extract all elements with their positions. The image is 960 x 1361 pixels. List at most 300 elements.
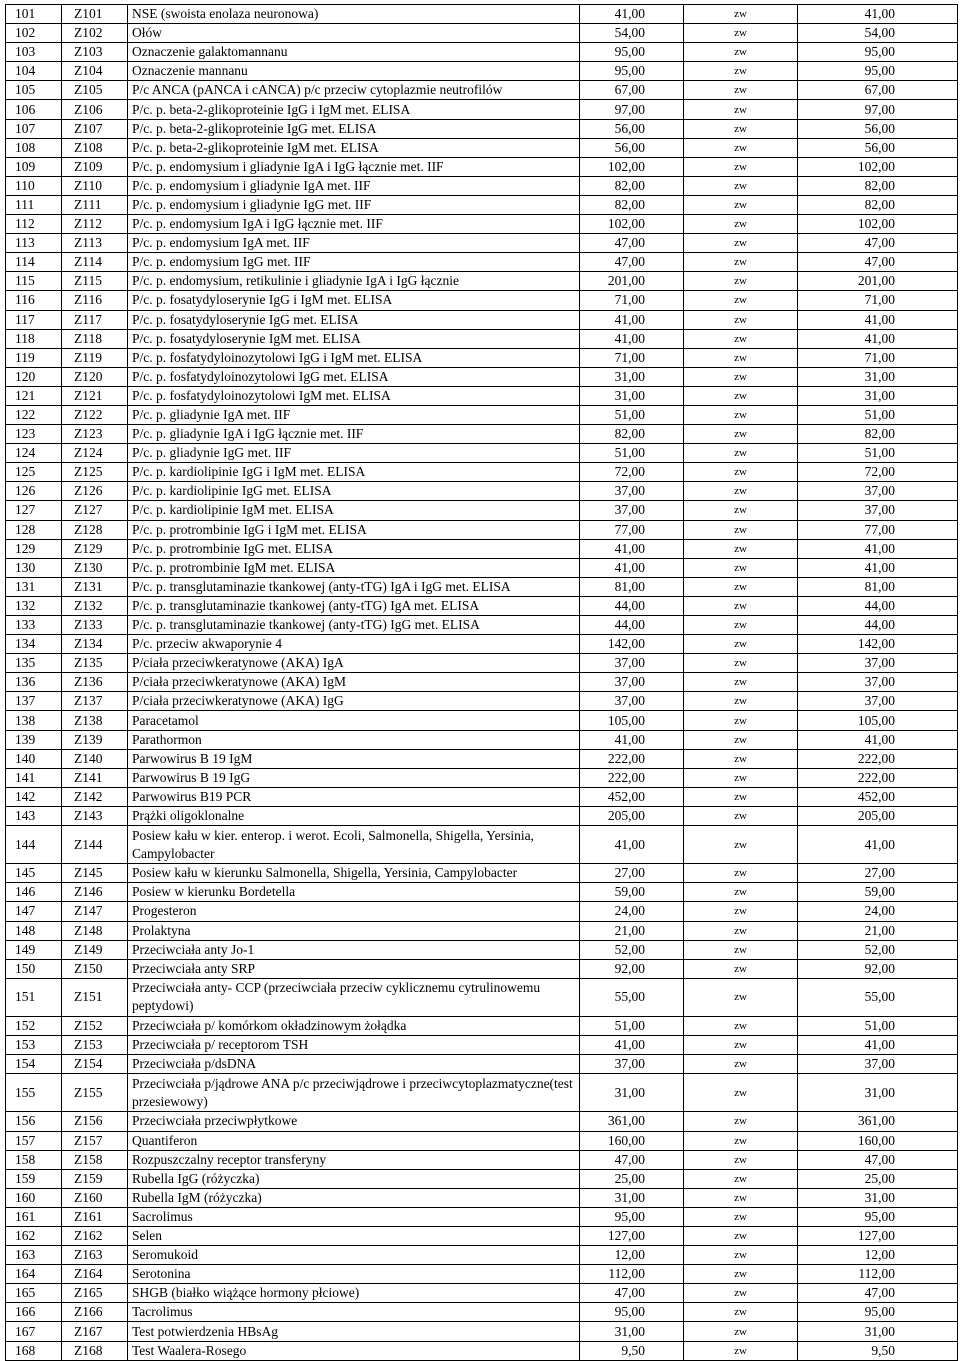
test-name-cell: P/c. p. beta-2-glikoproteinie IgM met. ELISA xyxy=(128,138,580,157)
table-row xyxy=(6,1207,958,1226)
table-row xyxy=(6,520,958,539)
table-row xyxy=(6,1169,958,1188)
table-row xyxy=(6,119,958,138)
vat-rate-cell: zw xyxy=(684,539,798,558)
vat-rate-cell: zw xyxy=(684,959,798,978)
gross-price-cell: 31,00 xyxy=(798,367,958,386)
net-price-cell: 37,00 xyxy=(580,692,684,711)
gross-price-cell: 222,00 xyxy=(798,768,958,787)
gross-price-cell: 31,00 xyxy=(798,1188,958,1207)
table-row xyxy=(6,1016,958,1035)
test-code-cell: Z158 xyxy=(62,1150,128,1169)
net-price-cell: 52,00 xyxy=(580,940,684,959)
net-price-cell: 72,00 xyxy=(580,463,684,482)
vat-rate-cell: zw xyxy=(684,1150,798,1169)
test-name-cell: P/c. p. endomysium i gliadynie IgA i IgG łącznie met. IIF xyxy=(128,157,580,176)
gross-price-cell: 97,00 xyxy=(798,100,958,119)
table-row xyxy=(6,864,958,883)
test-code-cell: Z148 xyxy=(62,921,128,940)
test-code-cell: Z128 xyxy=(62,520,128,539)
net-price-cell: 95,00 xyxy=(580,1303,684,1322)
test-name-cell: Selen xyxy=(128,1227,580,1246)
row-number-cell: 134 xyxy=(6,635,62,654)
test-code-cell: Z104 xyxy=(62,62,128,81)
test-name-cell: P/c. p. protrombinie IgM met. ELISA xyxy=(128,558,580,577)
test-code-cell: Z141 xyxy=(62,768,128,787)
table-row xyxy=(6,673,958,692)
table-row xyxy=(6,234,958,253)
test-name-cell: P/c. przeciw akwaporynie 4 xyxy=(128,635,580,654)
table-row xyxy=(6,558,958,577)
test-code-cell: Z157 xyxy=(62,1131,128,1150)
table-row xyxy=(6,386,958,405)
net-price-cell: 9,50 xyxy=(580,1341,684,1360)
test-name-cell: Test Waalera-Rosego xyxy=(128,1341,580,1360)
row-number-cell: 145 xyxy=(6,864,62,883)
gross-price-cell: 47,00 xyxy=(798,253,958,272)
gross-price-cell: 51,00 xyxy=(798,444,958,463)
table-row xyxy=(6,100,958,119)
gross-price-cell: 37,00 xyxy=(798,692,958,711)
row-number-cell: 124 xyxy=(6,444,62,463)
net-price-cell: 81,00 xyxy=(580,577,684,596)
test-code-cell: Z153 xyxy=(62,1036,128,1055)
test-code-cell: Z156 xyxy=(62,1112,128,1131)
vat-rate-cell: zw xyxy=(684,806,798,825)
table-row xyxy=(6,635,958,654)
table-row xyxy=(6,1284,958,1303)
row-number-cell: 144 xyxy=(6,826,62,864)
test-name-cell: P/ciała przeciwkeratynowe (AKA) IgM xyxy=(128,673,580,692)
test-code-cell: Z163 xyxy=(62,1246,128,1265)
test-name-cell: P/c. p. gliadynie IgA i IgG łącznie met. IIF xyxy=(128,425,580,444)
row-number-cell: 107 xyxy=(6,119,62,138)
table-row xyxy=(6,539,958,558)
table-row xyxy=(6,24,958,43)
row-number-cell: 117 xyxy=(6,310,62,329)
table-row xyxy=(6,482,958,501)
row-number-cell: 123 xyxy=(6,425,62,444)
test-code-cell: Z142 xyxy=(62,787,128,806)
net-price-cell: 205,00 xyxy=(580,806,684,825)
row-number-cell: 136 xyxy=(6,673,62,692)
row-number-cell: 156 xyxy=(6,1112,62,1131)
row-number-cell: 119 xyxy=(6,348,62,367)
row-number-cell: 125 xyxy=(6,463,62,482)
gross-price-cell: 9,50 xyxy=(798,1341,958,1360)
net-price-cell: 97,00 xyxy=(580,100,684,119)
net-price-cell: 56,00 xyxy=(580,119,684,138)
gross-price-cell: 201,00 xyxy=(798,272,958,291)
gross-price-cell: 41,00 xyxy=(798,310,958,329)
test-code-cell: Z147 xyxy=(62,902,128,921)
row-number-cell: 102 xyxy=(6,24,62,43)
test-name-cell: Parwowirus B 19 IgM xyxy=(128,749,580,768)
net-price-cell: 102,00 xyxy=(580,215,684,234)
gross-price-cell: 31,00 xyxy=(798,1074,958,1112)
vat-rate-cell: zw xyxy=(684,596,798,615)
vat-rate-cell: zw xyxy=(684,921,798,940)
test-code-cell: Z137 xyxy=(62,692,128,711)
table-row xyxy=(6,978,958,1016)
table-row xyxy=(6,1227,958,1246)
test-name-cell: Seromukoid xyxy=(128,1246,580,1265)
table-row xyxy=(6,921,958,940)
vat-rate-cell: zw xyxy=(684,348,798,367)
gross-price-cell: 41,00 xyxy=(798,5,958,24)
table-row xyxy=(6,1150,958,1169)
vat-rate-cell: zw xyxy=(684,616,798,635)
net-price-cell: 56,00 xyxy=(580,138,684,157)
row-number-cell: 161 xyxy=(6,1207,62,1226)
table-row xyxy=(6,616,958,635)
test-code-cell: Z161 xyxy=(62,1207,128,1226)
vat-rate-cell: zw xyxy=(684,730,798,749)
row-number-cell: 131 xyxy=(6,577,62,596)
table-row xyxy=(6,348,958,367)
gross-price-cell: 47,00 xyxy=(798,1150,958,1169)
row-number-cell: 103 xyxy=(6,43,62,62)
test-name-cell: Posiew w kierunku Bordetella xyxy=(128,883,580,902)
vat-rate-cell: zw xyxy=(684,978,798,1016)
gross-price-cell: 44,00 xyxy=(798,596,958,615)
test-code-cell: Z138 xyxy=(62,711,128,730)
vat-rate-cell: zw xyxy=(684,940,798,959)
table-row xyxy=(6,596,958,615)
vat-rate-cell: zw xyxy=(684,1169,798,1188)
test-name-cell: Przeciwciała p/ komórkom okładzinowym żołądka xyxy=(128,1016,580,1035)
test-code-cell: Z101 xyxy=(62,5,128,24)
row-number-cell: 147 xyxy=(6,902,62,921)
vat-rate-cell: zw xyxy=(684,520,798,539)
gross-price-cell: 31,00 xyxy=(798,1322,958,1341)
test-code-cell: Z133 xyxy=(62,616,128,635)
test-name-cell: P/c. p. endomysium IgG met. IIF xyxy=(128,253,580,272)
gross-price-cell: 102,00 xyxy=(798,157,958,176)
table-row xyxy=(6,272,958,291)
vat-rate-cell: zw xyxy=(684,1303,798,1322)
test-name-cell: Przeciwciała p/jądrowe ANA p/c przeciwjądrowe i przeciwcytoplazmatyczne(test przesiewowy) xyxy=(128,1074,580,1112)
table-row xyxy=(6,463,958,482)
gross-price-cell: 24,00 xyxy=(798,902,958,921)
row-number-cell: 111 xyxy=(6,195,62,214)
net-price-cell: 55,00 xyxy=(580,978,684,1016)
net-price-cell: 37,00 xyxy=(580,501,684,520)
net-price-cell: 51,00 xyxy=(580,444,684,463)
net-price-cell: 25,00 xyxy=(580,1169,684,1188)
test-code-cell: Z113 xyxy=(62,234,128,253)
net-price-cell: 112,00 xyxy=(580,1265,684,1284)
test-code-cell: Z168 xyxy=(62,1341,128,1360)
gross-price-cell: 92,00 xyxy=(798,959,958,978)
net-price-cell: 201,00 xyxy=(580,272,684,291)
test-name-cell: Przeciwciała anty- CCP (przeciwciała przeciw cyklicznemu cytrulinowemu peptydowi) xyxy=(128,978,580,1016)
net-price-cell: 77,00 xyxy=(580,520,684,539)
vat-rate-cell: zw xyxy=(684,367,798,386)
test-code-cell: Z162 xyxy=(62,1227,128,1246)
row-number-cell: 128 xyxy=(6,520,62,539)
test-name-cell: Przeciwciała p/dsDNA xyxy=(128,1055,580,1074)
test-name-cell: P/ciała przeciwkeratynowe (AKA) IgG xyxy=(128,692,580,711)
vat-rate-cell: zw xyxy=(684,864,798,883)
table-row xyxy=(6,310,958,329)
vat-rate-cell: zw xyxy=(684,1016,798,1035)
gross-price-cell: 12,00 xyxy=(798,1246,958,1265)
vat-rate-cell: zw xyxy=(684,768,798,787)
gross-price-cell: 47,00 xyxy=(798,1284,958,1303)
net-price-cell: 222,00 xyxy=(580,768,684,787)
gross-price-cell: 21,00 xyxy=(798,921,958,940)
test-name-cell: NSE (swoista enolaza neuronowa) xyxy=(128,5,580,24)
vat-rate-cell: zw xyxy=(684,405,798,424)
gross-price-cell: 52,00 xyxy=(798,940,958,959)
net-price-cell: 41,00 xyxy=(580,1036,684,1055)
vat-rate-cell: zw xyxy=(684,234,798,253)
table-row xyxy=(6,1341,958,1360)
test-code-cell: Z121 xyxy=(62,386,128,405)
vat-rate-cell: zw xyxy=(684,1188,798,1207)
vat-rate-cell: zw xyxy=(684,1112,798,1131)
row-number-cell: 155 xyxy=(6,1074,62,1112)
row-number-cell: 142 xyxy=(6,787,62,806)
test-name-cell: P/c. p. gliadynie IgG met. IIF xyxy=(128,444,580,463)
test-code-cell: Z131 xyxy=(62,577,128,596)
test-name-cell: Przeciwciała p/ receptorom TSH xyxy=(128,1036,580,1055)
gross-price-cell: 51,00 xyxy=(798,1016,958,1035)
test-code-cell: Z107 xyxy=(62,119,128,138)
net-price-cell: 31,00 xyxy=(580,1188,684,1207)
gross-price-cell: 41,00 xyxy=(798,826,958,864)
test-name-cell: Tacrolimus xyxy=(128,1303,580,1322)
table-row xyxy=(6,806,958,825)
test-code-cell: Z124 xyxy=(62,444,128,463)
vat-rate-cell: zw xyxy=(684,673,798,692)
test-code-cell: Z103 xyxy=(62,43,128,62)
price-list-body xyxy=(6,5,958,1361)
test-code-cell: Z149 xyxy=(62,940,128,959)
test-code-cell: Z123 xyxy=(62,425,128,444)
test-name-cell: P/c. p. endomysium i gliadynie IgG met. IIF xyxy=(128,195,580,214)
vat-rate-cell: zw xyxy=(684,787,798,806)
net-price-cell: 361,00 xyxy=(580,1112,684,1131)
vat-rate-cell: zw xyxy=(684,1322,798,1341)
vat-rate-cell: zw xyxy=(684,711,798,730)
row-number-cell: 143 xyxy=(6,806,62,825)
gross-price-cell: 27,00 xyxy=(798,864,958,883)
vat-rate-cell: zw xyxy=(684,272,798,291)
test-name-cell: Parwowirus B 19 IgG xyxy=(128,768,580,787)
table-row xyxy=(6,215,958,234)
test-code-cell: Z117 xyxy=(62,310,128,329)
table-row xyxy=(6,405,958,424)
table-row xyxy=(6,826,958,864)
vat-rate-cell: zw xyxy=(684,119,798,138)
test-name-cell: Ołów xyxy=(128,24,580,43)
test-name-cell: Parwowirus B19 PCR xyxy=(128,787,580,806)
net-price-cell: 44,00 xyxy=(580,596,684,615)
row-number-cell: 139 xyxy=(6,730,62,749)
gross-price-cell: 71,00 xyxy=(798,291,958,310)
row-number-cell: 168 xyxy=(6,1341,62,1360)
net-price-cell: 47,00 xyxy=(580,234,684,253)
vat-rate-cell: zw xyxy=(684,176,798,195)
table-row xyxy=(6,176,958,195)
test-name-cell: Przeciwciała anty Jo-1 xyxy=(128,940,580,959)
net-price-cell: 47,00 xyxy=(580,1284,684,1303)
table-row xyxy=(6,749,958,768)
row-number-cell: 115 xyxy=(6,272,62,291)
gross-price-cell: 127,00 xyxy=(798,1227,958,1246)
gross-price-cell: 72,00 xyxy=(798,463,958,482)
test-code-cell: Z155 xyxy=(62,1074,128,1112)
test-code-cell: Z120 xyxy=(62,367,128,386)
gross-price-cell: 41,00 xyxy=(798,558,958,577)
row-number-cell: 108 xyxy=(6,138,62,157)
vat-rate-cell: zw xyxy=(684,558,798,577)
gross-price-cell: 44,00 xyxy=(798,616,958,635)
table-row xyxy=(6,1112,958,1131)
net-price-cell: 41,00 xyxy=(580,539,684,558)
table-row xyxy=(6,1246,958,1265)
vat-rate-cell: zw xyxy=(684,577,798,596)
test-code-cell: Z151 xyxy=(62,978,128,1016)
test-name-cell: P/c. p. fosatydyloserynie IgG i IgM met. ELISA xyxy=(128,291,580,310)
table-row xyxy=(6,902,958,921)
test-code-cell: Z167 xyxy=(62,1322,128,1341)
test-code-cell: Z130 xyxy=(62,558,128,577)
gross-price-cell: 56,00 xyxy=(798,119,958,138)
test-name-cell: Prążki oligoklonalne xyxy=(128,806,580,825)
test-name-cell: Posiew kału w kierunku Salmonella, Shigella, Yersinia, Campylobacter xyxy=(128,864,580,883)
table-row xyxy=(6,62,958,81)
gross-price-cell: 222,00 xyxy=(798,749,958,768)
net-price-cell: 31,00 xyxy=(580,367,684,386)
row-number-cell: 148 xyxy=(6,921,62,940)
table-row xyxy=(6,787,958,806)
net-price-cell: 105,00 xyxy=(580,711,684,730)
gross-price-cell: 41,00 xyxy=(798,1036,958,1055)
table-row xyxy=(6,1055,958,1074)
vat-rate-cell: zw xyxy=(684,501,798,520)
table-row xyxy=(6,425,958,444)
test-name-cell: Rubella IgM (różyczka) xyxy=(128,1188,580,1207)
test-name-cell: Parathormon xyxy=(128,730,580,749)
vat-rate-cell: zw xyxy=(684,1246,798,1265)
net-price-cell: 47,00 xyxy=(580,253,684,272)
net-price-cell: 160,00 xyxy=(580,1131,684,1150)
test-name-cell: P/c. p. fosfatydyloinozytolowi IgG i IgM met. ELISA xyxy=(128,348,580,367)
row-number-cell: 109 xyxy=(6,157,62,176)
test-name-cell: Test potwierdzenia HBsAg xyxy=(128,1322,580,1341)
table-row xyxy=(6,501,958,520)
vat-rate-cell: zw xyxy=(684,635,798,654)
vat-rate-cell: zw xyxy=(684,195,798,214)
test-code-cell: Z140 xyxy=(62,749,128,768)
test-code-cell: Z126 xyxy=(62,482,128,501)
gross-price-cell: 37,00 xyxy=(798,482,958,501)
net-price-cell: 37,00 xyxy=(580,482,684,501)
row-number-cell: 105 xyxy=(6,81,62,100)
test-code-cell: Z106 xyxy=(62,100,128,119)
table-row xyxy=(6,81,958,100)
row-number-cell: 154 xyxy=(6,1055,62,1074)
vat-rate-cell: zw xyxy=(684,24,798,43)
net-price-cell: 95,00 xyxy=(580,43,684,62)
test-code-cell: Z122 xyxy=(62,405,128,424)
test-name-cell: Przeciwciała przeciwpłytkowe xyxy=(128,1112,580,1131)
test-code-cell: Z139 xyxy=(62,730,128,749)
table-row xyxy=(6,253,958,272)
table-row xyxy=(6,367,958,386)
test-name-cell: Serotonina xyxy=(128,1265,580,1284)
vat-rate-cell: zw xyxy=(684,1055,798,1074)
table-row xyxy=(6,577,958,596)
row-number-cell: 164 xyxy=(6,1265,62,1284)
test-code-cell: Z152 xyxy=(62,1016,128,1035)
net-price-cell: 41,00 xyxy=(580,730,684,749)
test-name-cell: P/c. p. fosatydyloserynie IgG met. ELISA xyxy=(128,310,580,329)
test-code-cell: Z132 xyxy=(62,596,128,615)
test-name-cell: P/c. p. transglutaminazie tkankowej (anty-tTG) IgA met. ELISA xyxy=(128,596,580,615)
vat-rate-cell: zw xyxy=(684,43,798,62)
net-price-cell: 82,00 xyxy=(580,425,684,444)
vat-rate-cell: zw xyxy=(684,138,798,157)
row-number-cell: 146 xyxy=(6,883,62,902)
vat-rate-cell: zw xyxy=(684,329,798,348)
net-price-cell: 51,00 xyxy=(580,1016,684,1035)
test-name-cell: P/c. p. endomysium IgA i IgG łącznie met. IIF xyxy=(128,215,580,234)
row-number-cell: 106 xyxy=(6,100,62,119)
gross-price-cell: 56,00 xyxy=(798,138,958,157)
test-code-cell: Z102 xyxy=(62,24,128,43)
gross-price-cell: 25,00 xyxy=(798,1169,958,1188)
test-code-cell: Z150 xyxy=(62,959,128,978)
test-name-cell: P/c. p. protrombinie IgG i IgM met. ELISA xyxy=(128,520,580,539)
row-number-cell: 122 xyxy=(6,405,62,424)
test-name-cell: P/c. p. fosfatydyloinozytolowi IgG met. ELISA xyxy=(128,367,580,386)
net-price-cell: 31,00 xyxy=(580,1322,684,1341)
row-number-cell: 160 xyxy=(6,1188,62,1207)
test-name-cell: Sacrolimus xyxy=(128,1207,580,1226)
test-name-cell: P/c. p. endomysium i gliadynie IgA met. IIF xyxy=(128,176,580,195)
table-row xyxy=(6,940,958,959)
test-name-cell: Oznaczenie mannanu xyxy=(128,62,580,81)
test-name-cell: Oznaczenie galaktomannanu xyxy=(128,43,580,62)
net-price-cell: 71,00 xyxy=(580,291,684,310)
test-name-cell: Przeciwciała anty SRP xyxy=(128,959,580,978)
gross-price-cell: 71,00 xyxy=(798,348,958,367)
vat-rate-cell: zw xyxy=(684,5,798,24)
table-row xyxy=(6,329,958,348)
vat-rate-cell: zw xyxy=(684,100,798,119)
vat-rate-cell: zw xyxy=(684,749,798,768)
net-price-cell: 31,00 xyxy=(580,386,684,405)
vat-rate-cell: zw xyxy=(684,1131,798,1150)
net-price-cell: 31,00 xyxy=(580,1074,684,1112)
gross-price-cell: 37,00 xyxy=(798,654,958,673)
test-code-cell: Z135 xyxy=(62,654,128,673)
test-code-cell: Z116 xyxy=(62,291,128,310)
gross-price-cell: 67,00 xyxy=(798,81,958,100)
test-name-cell: P/ciała przeciwkeratynowe (AKA) IgA xyxy=(128,654,580,673)
net-price-cell: 37,00 xyxy=(580,673,684,692)
net-price-cell: 27,00 xyxy=(580,864,684,883)
test-name-cell: P/c. p. fosatydyloserynie IgM met. ELISA xyxy=(128,329,580,348)
vat-rate-cell: zw xyxy=(684,81,798,100)
test-code-cell: Z105 xyxy=(62,81,128,100)
test-code-cell: Z146 xyxy=(62,883,128,902)
test-name-cell: Progesteron xyxy=(128,902,580,921)
